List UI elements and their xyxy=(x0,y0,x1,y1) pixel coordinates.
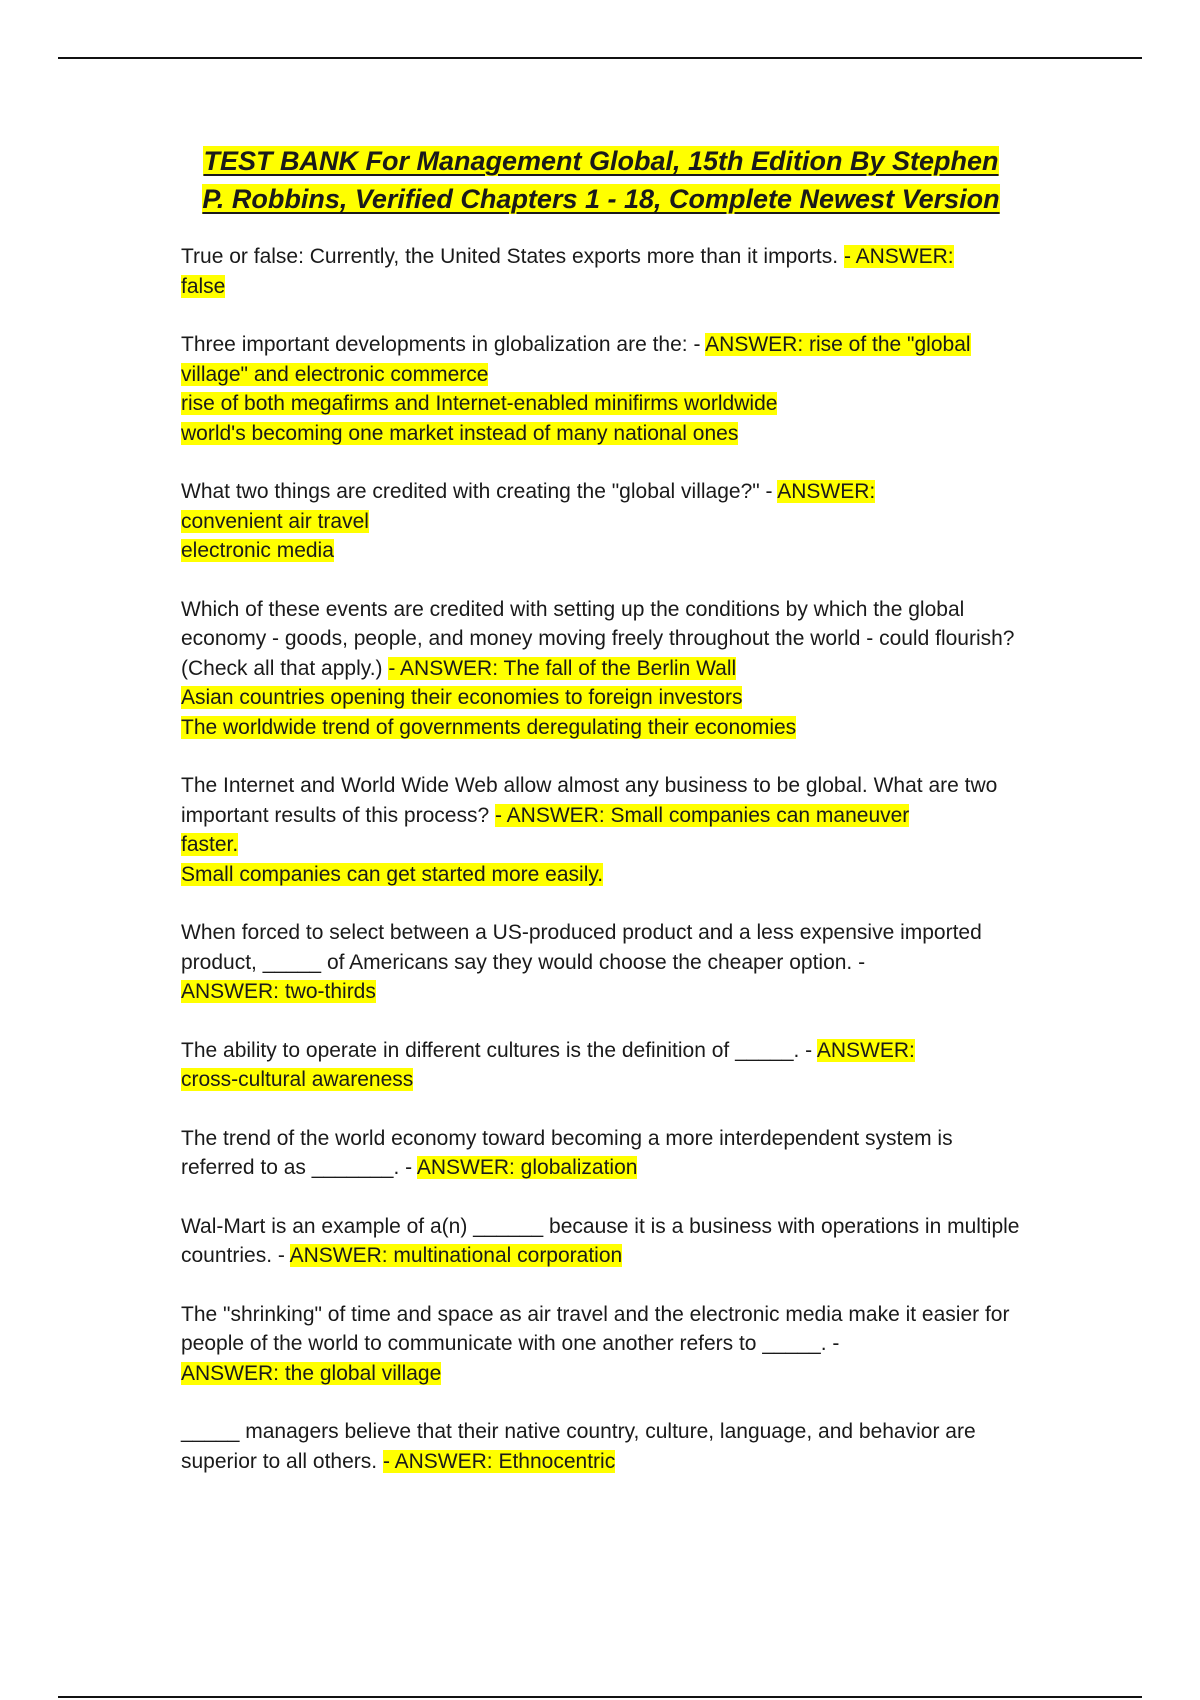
answer-text: - ANSWER: Small companies can maneuver xyxy=(494,803,910,827)
answer-text: The worldwide trend of governments deregulating their economies xyxy=(181,715,797,739)
answer-text: - ANSWER: xyxy=(843,245,954,268)
answer-text: ANSWER: rise of the "global xyxy=(705,333,971,356)
qa-item-4 xyxy=(181,595,1021,743)
question-text: What two things are credited with creating the "global village?" - xyxy=(181,480,773,503)
qa-item-10 xyxy=(181,1300,1021,1389)
answer-text: ANSWER: xyxy=(777,480,876,503)
qa-item-8 xyxy=(181,1124,1021,1183)
bottom-rule xyxy=(58,1696,1142,1698)
question-text: The "shrinking" of time and space as air travel and the electronic media make it easier for people of the world to communicate with one another refers to _____. - xyxy=(181,1302,1010,1355)
answer-text: ANSWER: multinational corporation xyxy=(289,1244,623,1267)
qa-item-9 xyxy=(181,1212,1021,1271)
answer-text: world's becoming one market instead of many national ones xyxy=(181,421,739,445)
answer-text: Asian countries opening their economies to foreign investors xyxy=(181,686,743,709)
qa-item-6 xyxy=(181,918,1021,1007)
question-text: True or false: Currently, the United States exports more than it imports. xyxy=(181,245,839,268)
answer-text: false xyxy=(181,274,226,298)
title-line-1: TEST BANK For Management Global, 15th Edition By Stephen xyxy=(203,146,999,176)
question-text: The ability to operate in different cultures is the definition of _____. - xyxy=(181,1038,813,1062)
document-title xyxy=(181,142,1021,218)
answer-text: rise of both megafirms and Internet-enabled minifirms worldwide xyxy=(181,392,778,415)
answer-text: electronic media xyxy=(181,539,334,562)
answer-text: ANSWER: globalization xyxy=(416,1156,638,1179)
answer-text: - ANSWER: The fall of the Berlin Wall xyxy=(388,656,737,680)
qa-item-5 xyxy=(181,771,1021,889)
answer-text: - ANSWER: Ethnocentric xyxy=(382,1449,616,1473)
qa-item-7 xyxy=(181,1036,1021,1095)
answer-text: village" and electronic commerce xyxy=(181,362,489,386)
qa-item-3 xyxy=(181,477,1021,566)
question-text: Three important developments in globalization are the: - xyxy=(181,333,701,356)
question-text: Wal-Mart is an example of a(n) ______ because it is a business with operations in multiple countries. - xyxy=(181,1214,1020,1267)
top-rule xyxy=(58,57,1142,59)
question-text: The Internet and World Wide Web allow almost any business to be global. What are two important results of this process? xyxy=(181,774,998,827)
question-text: Which of these events are credited with setting up the conditions by which the global economy - goods, people, and money moving freely throughout the world - could flourish? (Check all that apply.) xyxy=(181,597,1015,680)
question-text: When forced to select between a US-produced product and a less expensive imported product, _____ of Americans say they would choose the cheaper option. - xyxy=(181,921,982,974)
answer-text: faster. xyxy=(181,833,239,856)
qa-item-1 xyxy=(181,242,1021,301)
answer-text: cross-cultural awareness xyxy=(181,1068,414,1091)
document-body xyxy=(181,142,1021,1505)
answer-text: ANSWER: the global village xyxy=(181,1361,442,1385)
question-text: _____ managers believe that their native country, culture, language, and behavior are superior to all others. xyxy=(181,1420,976,1473)
qa-item-2 xyxy=(181,330,1021,448)
answer-text: Small companies can get started more easily. xyxy=(181,862,604,886)
answer-text: ANSWER: two-thirds xyxy=(181,980,376,1003)
question-text: The trend of the world economy toward becoming a more interdependent system is referred to as _______. - xyxy=(181,1126,953,1179)
title-line-2: P. Robbins, Verified Chapters 1 - 18, Complete Newest Version xyxy=(202,184,1000,214)
answer-text: convenient air travel xyxy=(181,509,369,533)
qa-item-11 xyxy=(181,1417,1021,1476)
answer-text: ANSWER: xyxy=(816,1038,915,1062)
